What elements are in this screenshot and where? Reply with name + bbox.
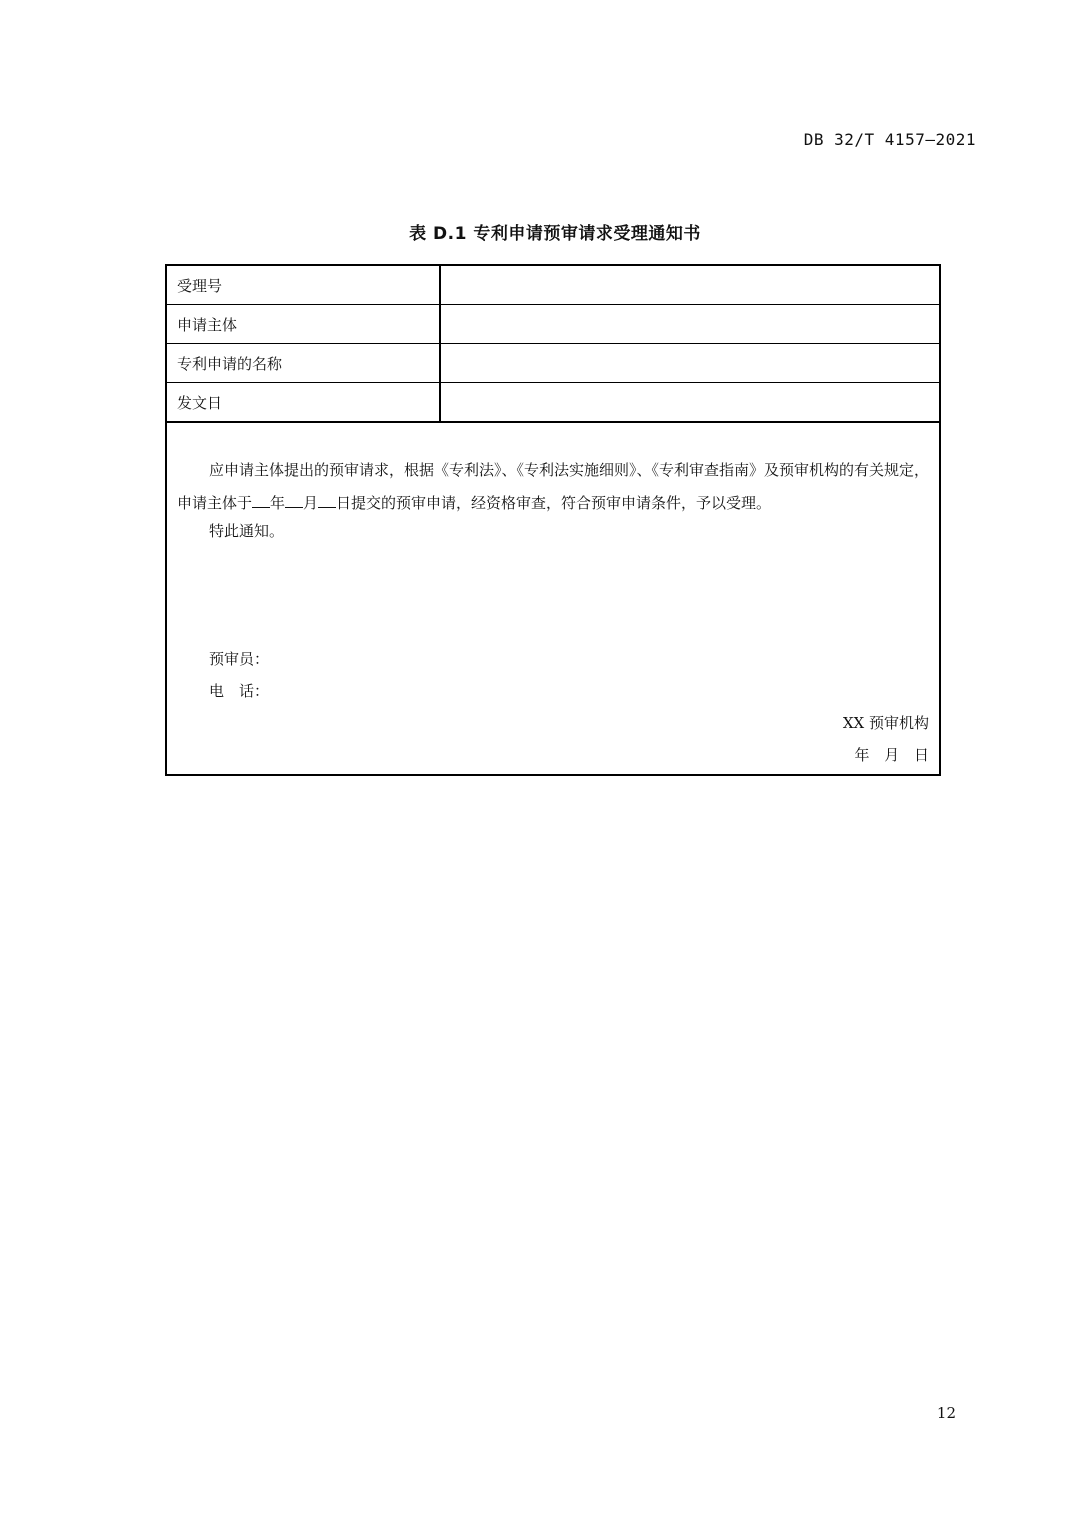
year-blank[interactable]	[252, 493, 270, 508]
info-table	[167, 266, 939, 423]
notice-body	[167, 424, 939, 774]
notice-form	[165, 264, 941, 776]
examiner-label: 预审员：	[209, 650, 270, 668]
organization-name: XX 预审机构	[842, 714, 929, 732]
month-unit: 月	[303, 494, 319, 512]
year-unit: 年	[270, 494, 286, 512]
table-row	[167, 305, 939, 344]
applicant-value[interactable]	[440, 305, 939, 344]
day-blank[interactable]	[318, 493, 336, 508]
applicant-label: 申请主体	[167, 305, 440, 344]
standard-code: DB 32/T 4157—2021	[803, 130, 976, 149]
acceptance-paragraph	[177, 454, 929, 520]
acceptance-number-value[interactable]	[440, 266, 939, 305]
paragraph-text-end: 日提交的预审申请，经资格审查，符合预审申请条件，予以受理。	[336, 494, 772, 512]
table-title: 表 D.1 专利申请预审请求受理通知书	[409, 224, 701, 244]
issue-date-label: 发文日	[167, 383, 440, 423]
paragraph-text: 应申请主体提出的预审请求，根据《专利法》、《专利法实施细则》、《专利审查指南》及预审机构的有关规定，申请主体于	[177, 461, 930, 512]
patent-name-value[interactable]	[440, 344, 939, 383]
issue-date-value[interactable]	[440, 383, 939, 423]
date-line: 年 月 日	[854, 746, 929, 764]
acceptance-number-label: 受理号	[167, 266, 440, 305]
patent-name-label: 专利申请的名称	[167, 344, 440, 383]
phone-label: 电 话：	[209, 682, 270, 700]
month-blank[interactable]	[285, 493, 303, 508]
notice-line: 特此通知。	[209, 522, 285, 540]
table-row	[167, 344, 939, 383]
table-row	[167, 383, 939, 423]
page-number: 12	[936, 1404, 956, 1422]
table-row	[167, 266, 939, 305]
